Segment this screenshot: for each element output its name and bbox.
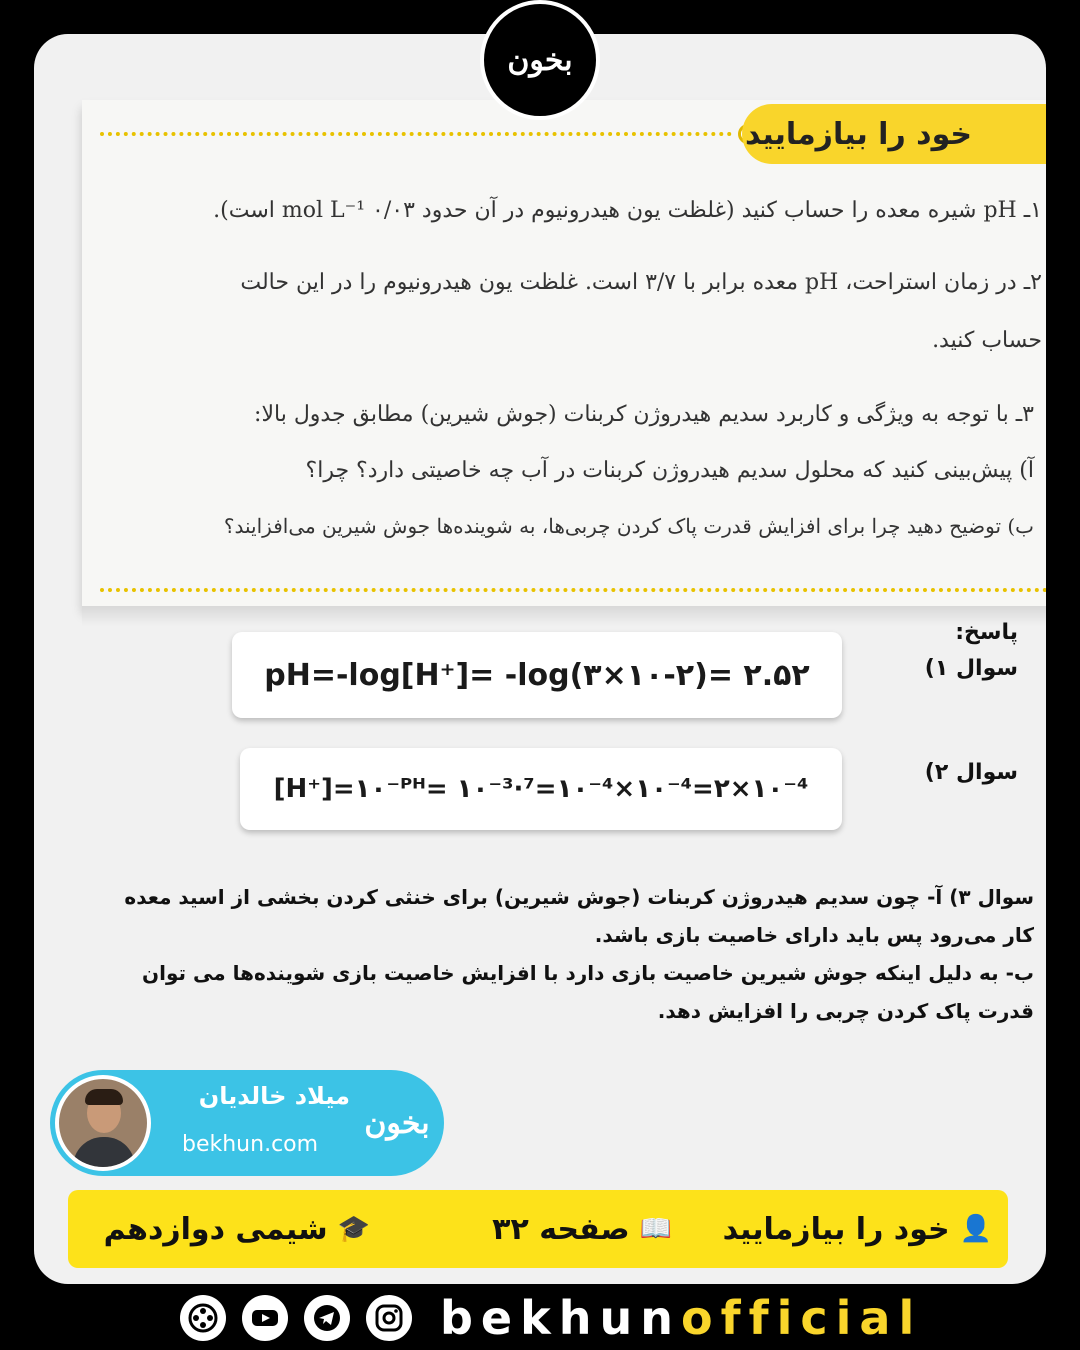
question-1: ۱ـ pH شیره معده را حساب کنید (غلظت یون هیدرونیوم در آن حدود ۰/۰۳ mol L⁻¹ است). xyxy=(213,198,1042,223)
question-2-line-2: حساب کنید. xyxy=(932,328,1042,353)
answer-1-formula: pH=-log[H⁺]= -log(۳×۱۰-۲)= ۲.۵۲ xyxy=(264,657,810,693)
content-card xyxy=(34,34,1046,1284)
book-icon: 📖 xyxy=(639,1214,672,1244)
excerpt-title: خود را بیازمایید xyxy=(745,116,972,152)
answer-3-line-3: ب- به دلیل اینکه جوش شیرین خاصیت بازی دارد با افزایش خاصیت بازی شوینده‌ها می توان xyxy=(142,961,1034,985)
question-3b: ب) توضیح دهید چرا برای افزایش قدرت پاک کردن چربی‌ها، به شوینده‌ها جوش شیرین می‌افزایند؟ xyxy=(223,514,1034,538)
instagram-icon[interactable] xyxy=(366,1295,412,1341)
author-name: میلاد خالدیان xyxy=(198,1082,350,1110)
answer-3-line-1: سوال ۳) آ- چون سدیم هیدروژن کربنات (جوش شیرین) برای خنثی کردن بخشی از اسید معده xyxy=(124,885,1034,909)
answer-3-line-4: قدرت پاک کردن چربی را افزایش دهد. xyxy=(657,999,1034,1023)
author-badge xyxy=(50,1070,444,1176)
answer-3-text xyxy=(44,878,1034,1030)
answer-1-formula-box xyxy=(232,632,842,718)
question-2-line-1: ۲ـ در زمان استراحت، pH معده برابر با ۳/۷ است. غلظت یون هیدرونیوم را در این حالت xyxy=(240,270,1042,295)
user-icon: 👤 xyxy=(959,1214,992,1244)
avatar xyxy=(55,1075,151,1171)
brand-handle-main: bekhun xyxy=(440,1291,681,1345)
dotted-divider-top xyxy=(100,132,732,136)
textbook-excerpt xyxy=(82,100,1046,606)
answer-1-label: سوال ۱) xyxy=(924,656,1018,681)
bekhun-logo-icon: بخون xyxy=(364,1105,430,1141)
footer-subject-label: شیمی دوازدهم xyxy=(103,1211,328,1247)
brand-handle-suffix: official xyxy=(680,1291,923,1345)
telegram-icon[interactable] xyxy=(304,1295,350,1341)
footer-section-label: خود را بیازمایید xyxy=(722,1211,950,1247)
panel-shadow xyxy=(82,606,1046,626)
footer-section xyxy=(723,1190,992,1268)
film-reel-icon[interactable] xyxy=(180,1295,226,1341)
answer-2-formula: [H⁺]=۱۰⁻ᴾᴴ= ۱۰⁻³·⁷=۱۰⁻⁴×۱۰⁻⁴=۲×۱۰⁻⁴ xyxy=(273,774,809,804)
answer-heading: پاسخ: xyxy=(955,620,1018,645)
question-3a: آ) پیش‌بینی کنید که محلول سدیم هیدروژن کربنات در آب چه خاصیتی دارد؟ چرا؟ xyxy=(305,458,1034,483)
bekhun-logo xyxy=(480,0,600,120)
brand-handle[interactable] xyxy=(440,1291,922,1345)
answer-3-line-2: کار می‌رود پس باید دارای خاصیت بازی باشد. xyxy=(594,923,1034,947)
question-3: ۳ـ با توجه به ویژگی و کاربرد سدیم هیدروژن کربنات (جوش شیرین) مطابق جدول بالا: xyxy=(254,402,1034,427)
bekhun-logo-text: بخون xyxy=(507,42,573,78)
footer-page xyxy=(492,1190,672,1268)
answer-2-formula-box xyxy=(240,748,842,830)
excerpt-title-tab xyxy=(742,104,1046,164)
dotted-divider-bottom xyxy=(100,588,1046,592)
footer-subject xyxy=(104,1190,370,1268)
footer-info-bar xyxy=(68,1190,1008,1268)
footer-page-label: صفحه ۳۲ xyxy=(492,1211,630,1247)
graduation-cap-icon: 🎓 xyxy=(337,1214,370,1244)
answer-2-label: سوال ۲) xyxy=(924,760,1018,785)
author-website[interactable]: bekhun.com xyxy=(182,1132,319,1157)
social-bar xyxy=(180,1292,922,1344)
youtube-icon[interactable] xyxy=(242,1295,288,1341)
